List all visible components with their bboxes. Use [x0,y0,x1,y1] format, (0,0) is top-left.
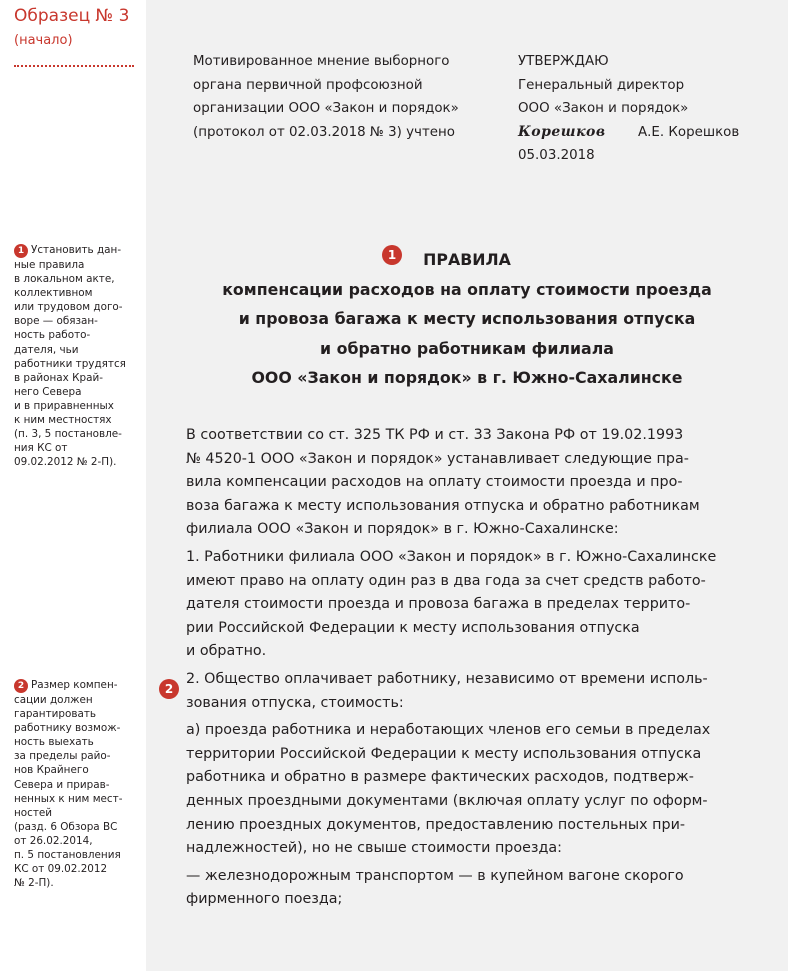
title-heading: ПРАВИЛА [423,250,511,269]
paragraph-2a [186,719,786,861]
body-line: а) проезда работника и неработающих членов его семьи в пределах [186,722,711,739]
side-note-line: гарантировать [14,708,97,721]
body-line: — железнодорожным транспортом — в купейном вагоне скорого [186,867,684,884]
approval-line: УТВЕРЖДАЮ [518,54,609,69]
side-note-line: № 2-П). [14,877,54,890]
side-note-line: от 26.02.2014, [14,834,93,847]
rail-transport-item [186,865,786,912]
side-note-line: ненных к ним мест- [14,792,123,805]
side-note-line: него Севера [14,385,82,398]
side-note-line: 1 Установить дан- [14,243,138,258]
title-line: компенсации расходов на оплату стоимости проезда [222,279,712,299]
body-line: зования отпуска, стоимость: [186,694,404,711]
side-note-line: КС от 09.02.2012 [14,863,108,876]
body-line: денных проездными документами (включая оплату услуг по оформ- [186,792,708,809]
side-note-line: или трудовом дого- [14,301,123,314]
side-note-line: и в приравненных [14,399,114,412]
note-number-badge: 2 [14,679,28,693]
body-line: дателя стоимости проезда и провоза багажа в пределах террито- [186,596,691,613]
side-note-line: 2 Размер компен- [14,678,138,693]
body-line: вила компенсации расходов на оплату стоимости проезда и про- [186,474,683,491]
side-note-line: в локальном акте, [14,273,115,286]
note-number-badge: 1 [14,244,28,258]
body-line: и обратно. [186,643,267,660]
title-line: ООО «Закон и порядок» в г. Южно-Сахалинске [251,368,683,387]
union-opinion-block [193,50,503,144]
dotted-divider [14,65,134,67]
approval-block [518,50,786,168]
side-note-line: коллективном [14,287,93,300]
title-line: и провоза багажа к месту использования отпуска [238,309,696,328]
body-line: № 4520-1 ООО «Закон и порядок» устанавливает следующие пра- [186,450,689,467]
side-note-line: ность выехать [14,736,94,749]
body-line: лению проездных документов, предоставлению постельных при- [186,816,686,833]
side-note-line: работники трудятся [14,357,126,370]
title-line: и обратно работникам филиала [320,338,614,358]
body-line: В соответствии со ст. 325 ТК РФ и ст. 33 Закона РФ от 19.02.1993 [186,427,684,443]
side-note-line: к ним местностях [14,414,112,427]
side-note-line: ные правила [14,259,85,271]
body-line: филиала ООО «Закон и порядок» в г. Южно-Сахалинске: [186,521,619,538]
body-line: рии Российской Федерации к месту использования отпуска [186,619,640,636]
document-page [146,0,788,971]
side-note-line: ностей [14,806,53,819]
body-line: фирменного поезда; [186,891,343,908]
side-note-line: Севера и прирав- [14,778,110,791]
body-line: работника и обратно в размере фактических расходов, подтверж- [186,769,694,786]
side-note-line: (п. 3, 5 постановле- [14,428,122,441]
union-opinion-line: (протокол от 02.03.2018 № 3) учтено [193,124,455,140]
document-body [186,424,786,916]
side-note-line: дателя, чьи [14,343,79,356]
side-note-line: п. 5 постановления [14,849,121,862]
sidebar-notes [0,0,140,971]
paragraph-2 [186,668,786,715]
side-note-line: ния КС от [14,442,68,455]
body-line: воза багажа к месту использования отпуска и обратно работникам [186,497,700,514]
union-opinion-line: организации ООО «Закон и порядок» [193,101,459,116]
intro-paragraph [186,424,786,542]
signature-row [518,121,786,145]
body-line: 2. Общество оплачивает работнику, независимо от времени исполь- [186,670,708,687]
side-note-line: работнику возмож- [14,722,121,735]
paragraph-1 [186,546,786,664]
approval-date: 05.03.2018 [518,148,595,163]
union-opinion-line: Мотивированное мнение выборного [193,54,450,69]
side-note-line: 09.02.2012 № 2-П). [14,456,117,469]
side-note-line: нов Крайнего [14,764,89,777]
side-note-line: в районах Край- [14,371,103,384]
side-note-line: за пределы райо- [14,750,111,763]
side-note-2 [14,678,138,890]
side-note-1 [14,243,138,469]
side-note-line: ность работо- [14,329,91,342]
sample-title: Образец № 3 [14,6,130,26]
signature: Корешков [518,123,606,140]
side-note-line: воре — обязан- [14,315,98,328]
body-line: имеют право на оплату один раз в два года за счет средств работо- [186,572,706,589]
body-line: надлежностей), но не свыше стоимости проезда: [186,840,562,857]
side-note-line: сации должен [14,694,93,706]
signer-name: А.Е. Корешков [638,124,740,140]
approval-line: Генеральный директор [518,77,685,93]
body-line: территории Российской Федерации к месту использования отпуска [186,745,702,762]
sample-subtitle: (начало) [14,33,73,48]
body-line: 1. Работники филиала ООО «Закон и порядок» в г. Южно-Сахалинске [186,548,717,565]
approval-line: ООО «Закон и порядок» [518,101,689,116]
title-number-badge: 1 [382,245,402,265]
side-note-line: (разд. 6 Обзора ВС [14,820,118,833]
document-title [146,245,788,393]
paragraph-2-badge: 2 [159,679,179,699]
union-opinion-line: органа первичной профсоюзной [193,77,423,93]
